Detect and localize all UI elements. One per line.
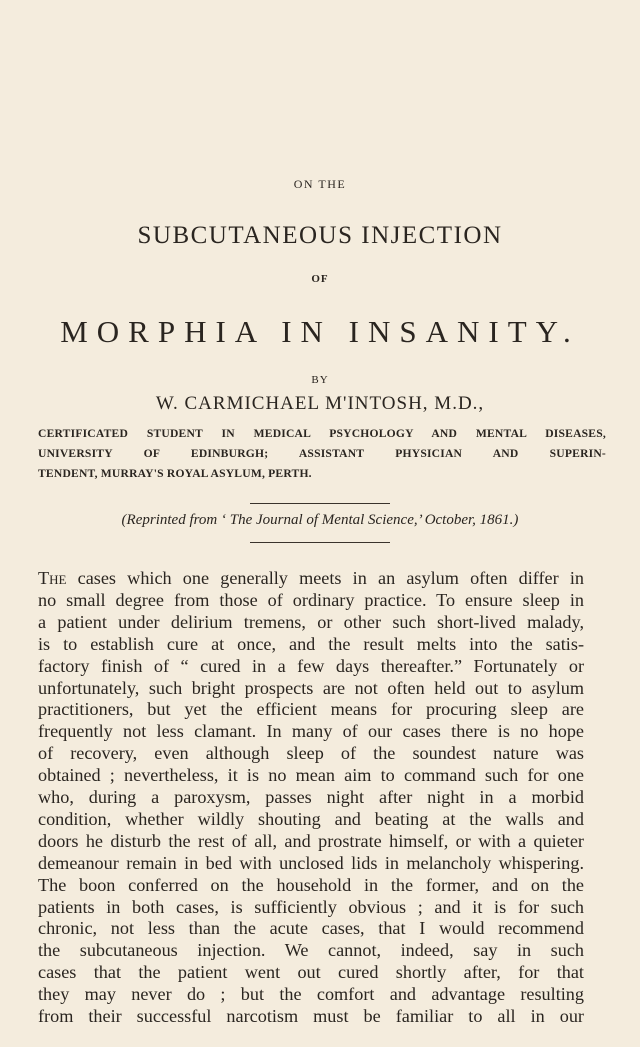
divider-rule [250,503,390,504]
body-line: the subcutaneous injection. We cannot, indeed, say in such [38,940,584,961]
body-line: from their successful narcotism must be familiar to all in our [38,1006,584,1026]
author-name: W. CARMICHAEL M'INTOSH, M.D., [155,393,485,414]
title-prefix: ON THE [293,177,347,191]
title-connector: OF [311,273,329,285]
body-line: a patient under delirium tremens, or other such short-lived malady, [38,611,584,632]
body-line: condition, whether wildly shouting and beating at the walls and [38,808,584,829]
body-line: is to establish cure at once, and the result melts into the satis- [38,633,584,654]
byline-prefix: BY [311,374,329,386]
body-line: of recovery, even although sleep of the soundest nature was [38,743,584,764]
reprint-date: October, 1861.) [420,512,519,528]
initial-word: The [38,568,67,588]
body-line: obtained ; nevertheless, it is no mean aim to command such for one [38,765,584,786]
body-line: frequently not less clamant. In many of our cases there is no hope [38,721,584,742]
body-line-text: cases which one generally meets in an asylum often differ in [66,568,584,588]
body-line: patients in both cases, is sufficiently obvious ; and it is for such [38,896,584,917]
body-line: no small degree from those of ordinary practice. To ensure sleep in [38,589,584,610]
body-line: cases that the patient went out cured shortly after, for that [38,962,584,983]
body-line: chronic, not less than the acute cases, that I would recommend [38,918,584,939]
body-line: unfortunately, such bright prospects are not often held out to asylum [38,677,584,698]
body-line: who, during a paroxysm, passes night after night in a morbid [38,787,584,807]
author-credentials-line: TENDENT, MURRAY'S ROYAL ASYLUM, PERTH. [38,467,312,480]
body-line [38,568,584,589]
reprint-notice [0,512,640,529]
body-line: they may never do ; but the comfort and advantage resulting [38,984,584,1005]
author-credentials-line: CERTIFICATED STUDENT IN MEDICAL PSYCHOLOGY AND MENTAL DISEASES, [38,427,606,440]
body-line: practitioners, but yet the efficient means for procuring sleep are [38,699,584,720]
body-line: The boon conferred on the household in the former, and on the [38,874,584,895]
author-credentials-line: UNIVERSITY OF EDINBURGH; ASSISTANT PHYSICIAN AND SUPERIN- [38,447,606,460]
body-line: factory finish of “ cured in a few days thereafter.” Fortunately or [38,655,584,676]
title-line-2: MORPHIA IN INSANITY. [60,314,580,349]
body-line: demeanour remain in bed with unclosed lids in melancholy whispering. [38,852,584,873]
reprint-journal: ‘ The Journal of Mental Science,’ [220,512,421,528]
title-line-1: SUBCUTANEOUS INJECTION [137,222,503,249]
body-line: doors he disturb the rest of all, and prostrate himself, or with a quieter [38,830,584,851]
divider-rule [250,542,390,543]
reprint-prefix: (Reprinted from [121,512,221,528]
